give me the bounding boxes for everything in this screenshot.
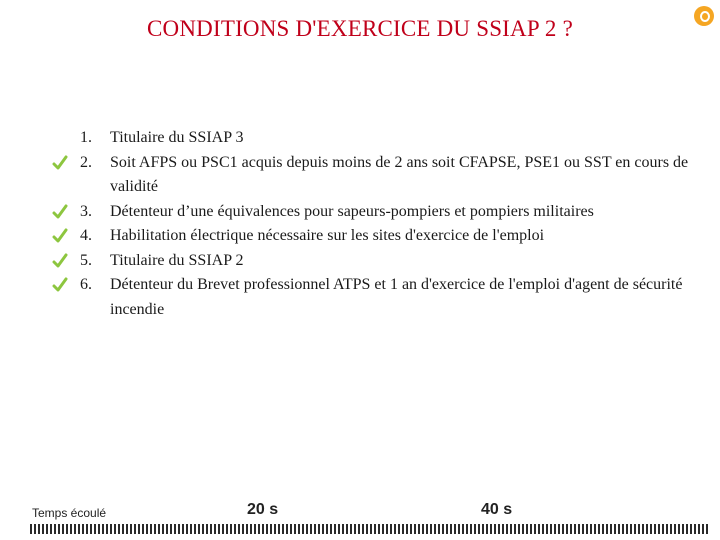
item-number: 5. [80, 251, 92, 269]
checkmark-icon [52, 200, 80, 225]
checkmark-icon [52, 273, 80, 298]
logo-icon [694, 6, 714, 26]
checkmark-icon [52, 224, 80, 249]
list-item-2[interactable] [52, 151, 702, 200]
item-text: Détenteur du Brevet professionnel ATPS et 1 an d'exercice de l'emploi d'agent de sécurité incendie [110, 276, 683, 318]
timer-mark-40: 40 s [481, 501, 513, 518]
checkmark-icon [52, 151, 80, 176]
item-number: 1. [80, 129, 92, 146]
elapsed-time-label: Temps écoulé [32, 506, 107, 520]
check-slot-1 [52, 126, 80, 151]
item-text: Soit AFPS ou PSC1 acquis depuis moins de 2 ans soit CFAPSE, PSE1 ou SST en cours de validité [110, 153, 689, 195]
answer-list [52, 126, 702, 322]
item-number: 4. [80, 227, 92, 244]
slide-title: CONDITIONS D'EXERCICE DU SSIAP 2 ? [146, 16, 573, 41]
item-number: 2. [80, 153, 92, 171]
list-item-1[interactable] [52, 126, 702, 151]
item-text: Titulaire du SSIAP 3 [110, 129, 244, 146]
list-item-4[interactable] [52, 224, 702, 249]
item-number: 3. [80, 202, 92, 220]
item-text: Détenteur d’une équivalences pour sapeurs-pompiers et pompiers militaires [110, 202, 594, 220]
list-item-5[interactable] [52, 249, 702, 274]
item-number: 6. [80, 276, 92, 293]
checkmark-icon [52, 249, 80, 274]
item-text: Titulaire du SSIAP 2 [110, 251, 244, 269]
timer-mark-20: 20 s [247, 501, 279, 518]
list-item-6[interactable] [52, 273, 702, 322]
item-text: Habilitation électrique nécessaire sur les sites d'exercice de l'emploi [110, 227, 545, 244]
list-item-3[interactable] [52, 200, 702, 225]
timer-bar [30, 524, 710, 534]
